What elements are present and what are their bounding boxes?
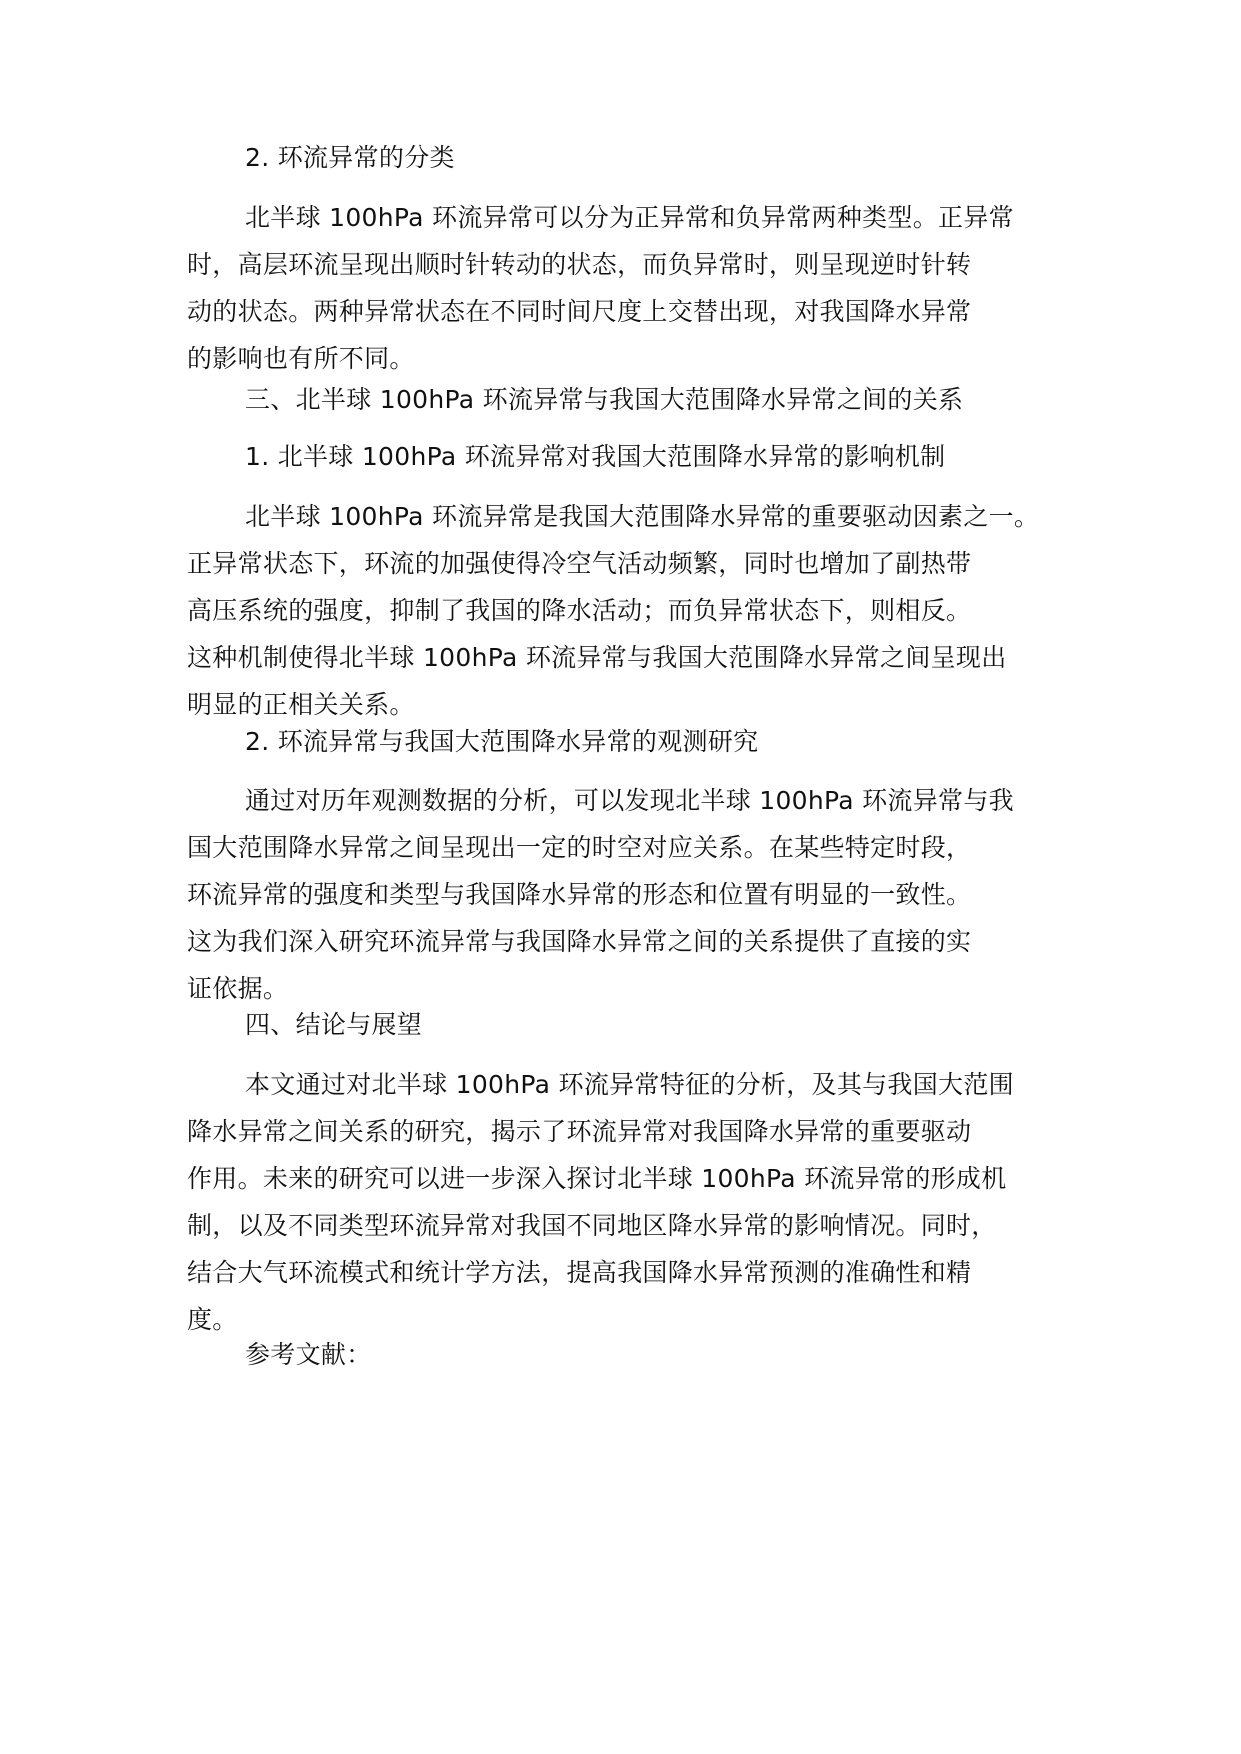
paragraph-line: 环流异常的强度和类型与我国降水异常的形态和位置有明显的一致性。	[187, 880, 972, 909]
paragraph-mechanism	[187, 493, 1087, 728]
paragraph-line: 作用。未来的研究可以进一步深入探讨北半球 100hPa 环流异常的形成机	[187, 1164, 1007, 1193]
heading-line: 四、结论与展望	[245, 1010, 423, 1039]
heading-line: 2. 环流异常与我国大范围降水异常的观测研究	[245, 727, 759, 756]
section-heading-relationship	[187, 376, 1087, 423]
paragraph-line: 北半球 100hPa 环流异常是我国大范围降水异常的重要驱动因素之一。	[245, 502, 1040, 531]
section-heading-circulation-classification	[187, 134, 1087, 181]
heading-line: 1. 北半球 100hPa 环流异常对我国大范围降水异常的影响机制	[245, 442, 946, 471]
paragraph-line: 证依据。	[187, 974, 289, 1003]
heading-line: 三、北半球 100hPa 环流异常与我国大范围降水异常之间的关系	[245, 385, 964, 414]
paragraph-line: 结合大气环流模式和统计学方法，提高我国降水异常预测的准确性和精	[187, 1258, 972, 1287]
paragraph-line: 时，高层环流呈现出顺时针转动的状态，而负异常时，则呈现逆时针转	[187, 250, 972, 279]
paragraph-line: 北半球 100hPa 环流异常可以分为正异常和负异常两种类型。正异常	[245, 203, 1014, 232]
heading-line: 2. 环流异常的分类	[245, 143, 455, 172]
paragraph-observation	[187, 777, 1087, 1012]
paragraph-line: 正异常状态下，环流的加强使得冷空气活动频繁，同时也增加了副热带	[187, 549, 972, 578]
paragraph-line: 国大范围降水异常之间呈现出一定的时空对应关系。在某些特定时段，	[187, 833, 972, 862]
paragraph-conclusion	[187, 1061, 1087, 1343]
heading-line: 参考文献：	[245, 1340, 372, 1369]
paragraph-line: 通过对历年观测数据的分析，可以发现北半球 100hPa 环流异常与我	[245, 786, 1014, 815]
paragraph-line: 这为我们深入研究环流异常与我国降水异常之间的关系提供了直接的实	[187, 927, 972, 956]
paragraph-classification	[187, 194, 1087, 382]
section-heading-mechanism	[187, 433, 1087, 480]
paragraph-line: 度。	[187, 1305, 238, 1334]
paragraph-line: 高压系统的强度，抑制了我国的降水活动；而负异常状态下，则相反。	[187, 596, 972, 625]
section-heading-conclusion	[187, 1001, 1087, 1048]
paragraph-line: 本文通过对北半球 100hPa 环流异常特征的分析，及其与我国大范围	[245, 1070, 1014, 1099]
section-heading-references	[187, 1331, 1087, 1378]
paragraph-line: 这种机制使得北半球 100hPa 环流异常与我国大范围降水异常之间呈现出	[187, 643, 1007, 672]
paragraph-line: 明显的正相关关系。	[187, 690, 415, 719]
paragraph-line: 的影响也有所不同。	[187, 344, 415, 373]
paragraph-line: 降水异常之间关系的研究，揭示了环流异常对我国降水异常的重要驱动	[187, 1117, 972, 1146]
paragraph-line: 制，以及不同类型环流异常对我国不同地区降水异常的影响情况。同时，	[187, 1211, 997, 1240]
paragraph-line: 动的状态。两种异常状态在不同时间尺度上交替出现，对我国降水异常	[187, 297, 972, 326]
section-heading-observation	[187, 718, 1087, 765]
